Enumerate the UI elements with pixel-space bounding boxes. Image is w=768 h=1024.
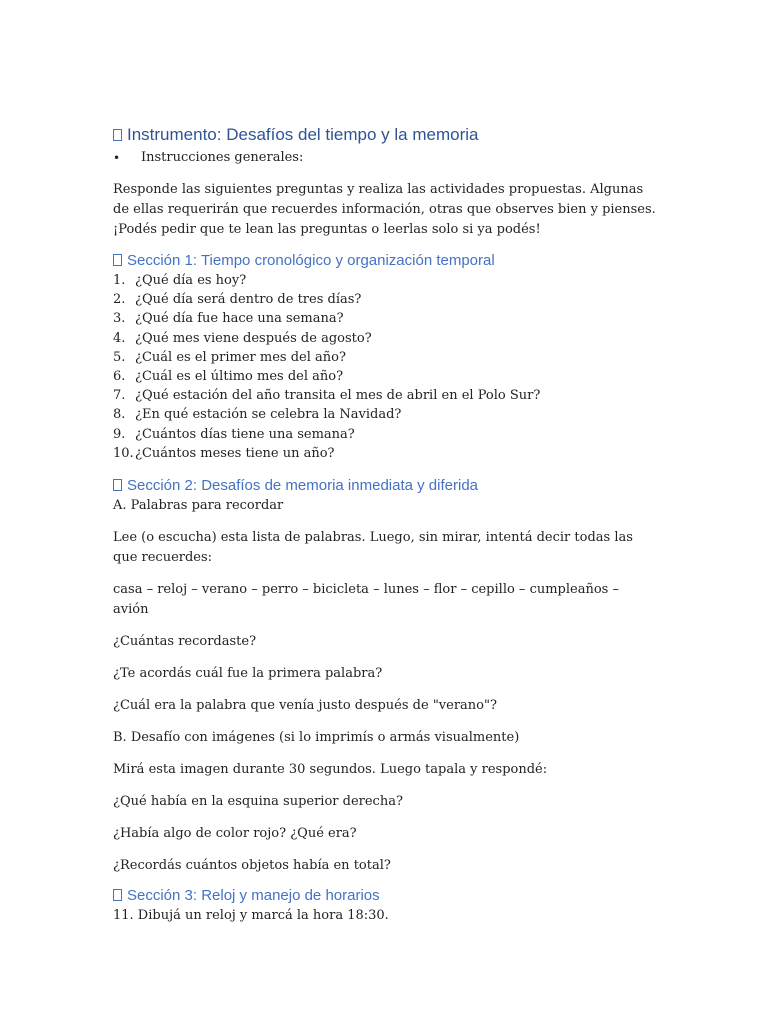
section-1-question-list xyxy=(113,271,658,463)
list-item xyxy=(113,290,658,309)
section-3-heading xyxy=(113,887,658,906)
question-object-count: ¿Recordás cuántos objetos había en total? xyxy=(113,857,391,873)
list-item xyxy=(113,271,658,290)
subsection-a-label: A. Palabras para recordar xyxy=(113,497,284,513)
general-instructions-label: Instrucciones generales: xyxy=(141,150,304,166)
list-item-number: 6. xyxy=(113,369,126,385)
list-item-number: 4. xyxy=(113,330,126,346)
list-item-text: ¿Cuántos meses tiene un año? xyxy=(135,445,335,461)
item-11: 11. Dibujá un reloj y marcá la hora 18:30. xyxy=(113,907,389,923)
list-item-text: ¿Qué día fue hace una semana? xyxy=(135,311,344,327)
image-intro: Mirá esta imagen durante 30 segundos. Luego tapala y respondé: xyxy=(113,761,548,777)
section-2-title: Sección 2: Desafíos de memoria inmediata y diferida xyxy=(127,477,479,495)
list-item-text: ¿Qué mes viene después de agosto? xyxy=(135,330,372,346)
list-item xyxy=(113,329,658,348)
missing-glyph-icon xyxy=(113,129,122,141)
section-1-title: Sección 1: Tiempo cronológico y organización temporal xyxy=(127,252,495,270)
list-item xyxy=(113,309,658,328)
list-item-text: ¿Qué día es hoy? xyxy=(135,273,247,288)
question-top-right: ¿Qué había en la esquina superior derecha? xyxy=(113,793,403,809)
list-item-number: 10. xyxy=(113,445,134,461)
list-item xyxy=(113,444,658,463)
section-2-heading xyxy=(113,477,658,496)
list-item-text: ¿Qué estación del año transita el mes de abril en el Polo Sur? xyxy=(135,388,541,404)
question-first-word: ¿Te acordás cuál fue la primera palabra? xyxy=(113,665,383,681)
question-how-many: ¿Cuántas recordaste? xyxy=(113,633,257,649)
word-list: casa – reloj – verano – perro – bicicleta – lunes – flor – cepillo – cumpleaños – avión xyxy=(113,581,619,617)
missing-glyph-icon xyxy=(113,889,122,901)
intro-paragraph: Responde las siguientes preguntas y realiza las actividades propuestas. Algunas de ellas requerirán que recuerdes información, otras que observes bien y pienses. ¡Podés pedir que te lean las preguntas o leerlas solo si ya podés! xyxy=(113,182,656,238)
list-item-text: ¿Cuál es el primer mes del año? xyxy=(135,349,346,365)
section-1-heading xyxy=(113,252,658,271)
list-item xyxy=(113,367,658,386)
list-item-number: 2. xyxy=(113,292,126,308)
list-item-number: 5. xyxy=(113,349,126,365)
list-item-number: 1. xyxy=(113,273,126,288)
subsection-b-label: B. Desafío con imágenes (si lo imprimís o armás visualmente) xyxy=(113,729,520,745)
question-red-item: ¿Había algo de color rojo? ¿Qué era? xyxy=(113,825,357,841)
list-item-number: 7. xyxy=(113,388,126,404)
document-title xyxy=(113,124,658,145)
list-item xyxy=(113,386,658,405)
list-item xyxy=(113,405,658,424)
general-instructions-bullet xyxy=(113,148,658,168)
list-item-number: 8. xyxy=(113,407,126,423)
question-after-verano: ¿Cuál era la palabra que venía justo después de "verano"? xyxy=(113,697,497,713)
list-item xyxy=(113,425,658,444)
list-item-text: ¿En qué estación se celebra la Navidad? xyxy=(135,407,402,423)
missing-glyph-icon xyxy=(113,479,122,491)
list-item-text: ¿Cuál es el último mes del año? xyxy=(135,369,344,385)
document-title-text: Instrumento: Desafíos del tiempo y la memoria xyxy=(127,125,479,144)
bullet-dot: • xyxy=(113,151,121,166)
word-list-intro: Lee (o escucha) esta lista de palabras. Luego, sin mirar, intentá decir todas las que recuerdes: xyxy=(113,529,633,565)
list-item xyxy=(113,348,658,367)
list-item-text: ¿Qué día será dentro de tres días? xyxy=(135,292,362,308)
list-item-number: 3. xyxy=(113,311,126,327)
missing-glyph-icon xyxy=(113,254,122,266)
list-item-number: 9. xyxy=(113,426,126,442)
list-item-text: ¿Cuántos días tiene una semana? xyxy=(135,426,355,442)
section-3-title: Sección 3: Reloj y manejo de horarios xyxy=(127,886,380,904)
